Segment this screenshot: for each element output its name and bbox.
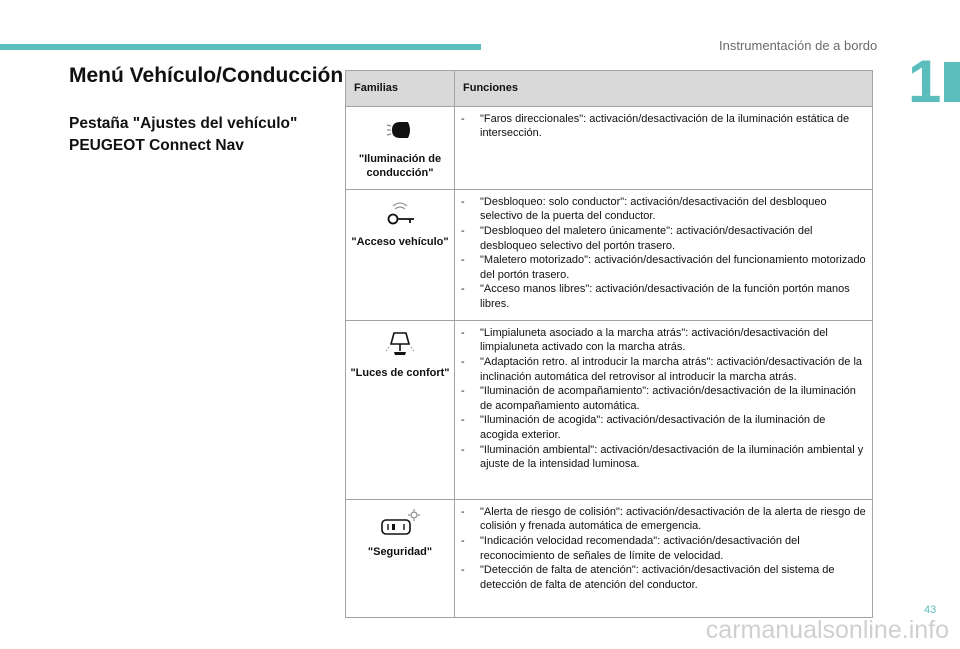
function-item: - "Indicación velocidad recomendada": activación/desactivación del reconocimiento de señales de límite de velocidad. xyxy=(461,534,800,562)
function-item: - "Desbloqueo del maletero únicamente": activación/desactivación del desbloqueo selectivo del portón trasero. xyxy=(461,224,813,252)
page-number: 43 xyxy=(924,604,937,616)
table-row xyxy=(346,189,873,320)
function-item: - "Limpialuneta asociado a la marcha atrás": activación/desactivación del limpialuneta activado con la marcha atrás. xyxy=(461,326,828,354)
functions-cell xyxy=(455,106,873,189)
function-item: - "Iluminación ambiental": activación/desactivación de la iluminación ambiental y ajuste de la intensidad luminosa. xyxy=(461,443,864,471)
family-cell xyxy=(346,106,455,189)
family-cell xyxy=(346,320,455,499)
function-item: - "Faros direccionales": activación/desactivación de la iluminación estática de intersección. xyxy=(461,112,850,140)
column-header-families: Familias xyxy=(346,71,455,107)
function-item: - "Maletero motorizado": activación/desactivación del funcionamiento motorizado del portón trasero. xyxy=(461,254,866,281)
table-header-row xyxy=(346,71,873,107)
functions-table xyxy=(345,70,873,618)
function-item: - "Detección de falta de atención": activación/desactivación del sistema de detección de falta de atención del conductor. xyxy=(461,564,835,591)
function-item: - "Adaptación retro. al introducir la marcha atrás": activación/desactivación de la inclinación automática del retrovisor al introducir la marcha atrás. xyxy=(461,355,863,383)
family-label: "Iluminación de conducción" xyxy=(358,152,442,180)
chapter-tab xyxy=(944,62,960,102)
family-cell xyxy=(346,189,455,320)
function-item: - "Alerta de riesgo de colisión": activación/desactivación de la alerta de riesgo de colisión y frenada automática de emergencia. xyxy=(461,505,866,533)
functions-cell xyxy=(455,320,873,499)
chapter-number: 1 xyxy=(908,48,942,115)
header-accent-bar xyxy=(0,44,481,50)
function-item: - "Desbloqueo: solo conductor": activación/desactivación del desbloqueo selectivo de la puerta del conductor. xyxy=(461,195,827,223)
section-header: Instrumentación de a bordo xyxy=(719,38,878,53)
family-label: "Seguridad" xyxy=(367,545,433,558)
family-cell xyxy=(346,499,455,617)
column-header-functions: Funciones xyxy=(455,71,873,107)
family-label: "Acceso vehículo" xyxy=(351,235,449,248)
function-item: - "Acceso manos libres": activación/desactivación de la función portón manos libres. xyxy=(461,283,850,310)
tab-subtitle: Pestaña "Ajustes del vehículo" xyxy=(69,115,298,132)
table-row xyxy=(346,499,873,617)
functions-cell xyxy=(455,499,873,617)
headlamp-icon xyxy=(348,113,452,147)
table-row xyxy=(346,106,873,189)
function-item: - "Iluminación de acogida": activación/desactivación de la iluminación de acogida exterior. xyxy=(461,414,826,441)
key-signal-icon xyxy=(348,196,452,230)
comfort-lamp-icon xyxy=(348,327,452,361)
functions-cell xyxy=(455,189,873,320)
watermark: carmanualsonline.info xyxy=(705,616,949,644)
page-title: Menú Vehículo/Conducción xyxy=(69,64,344,87)
system-subtitle: PEUGEOT Connect Nav xyxy=(69,137,244,154)
car-safety-icon xyxy=(348,506,452,540)
table-row xyxy=(346,320,873,499)
function-item: - "Iluminación de acompañamiento": activación/desactivación de la iluminación de acompañamiento automática. xyxy=(461,385,856,412)
family-label: "Luces de confort" xyxy=(350,366,450,379)
